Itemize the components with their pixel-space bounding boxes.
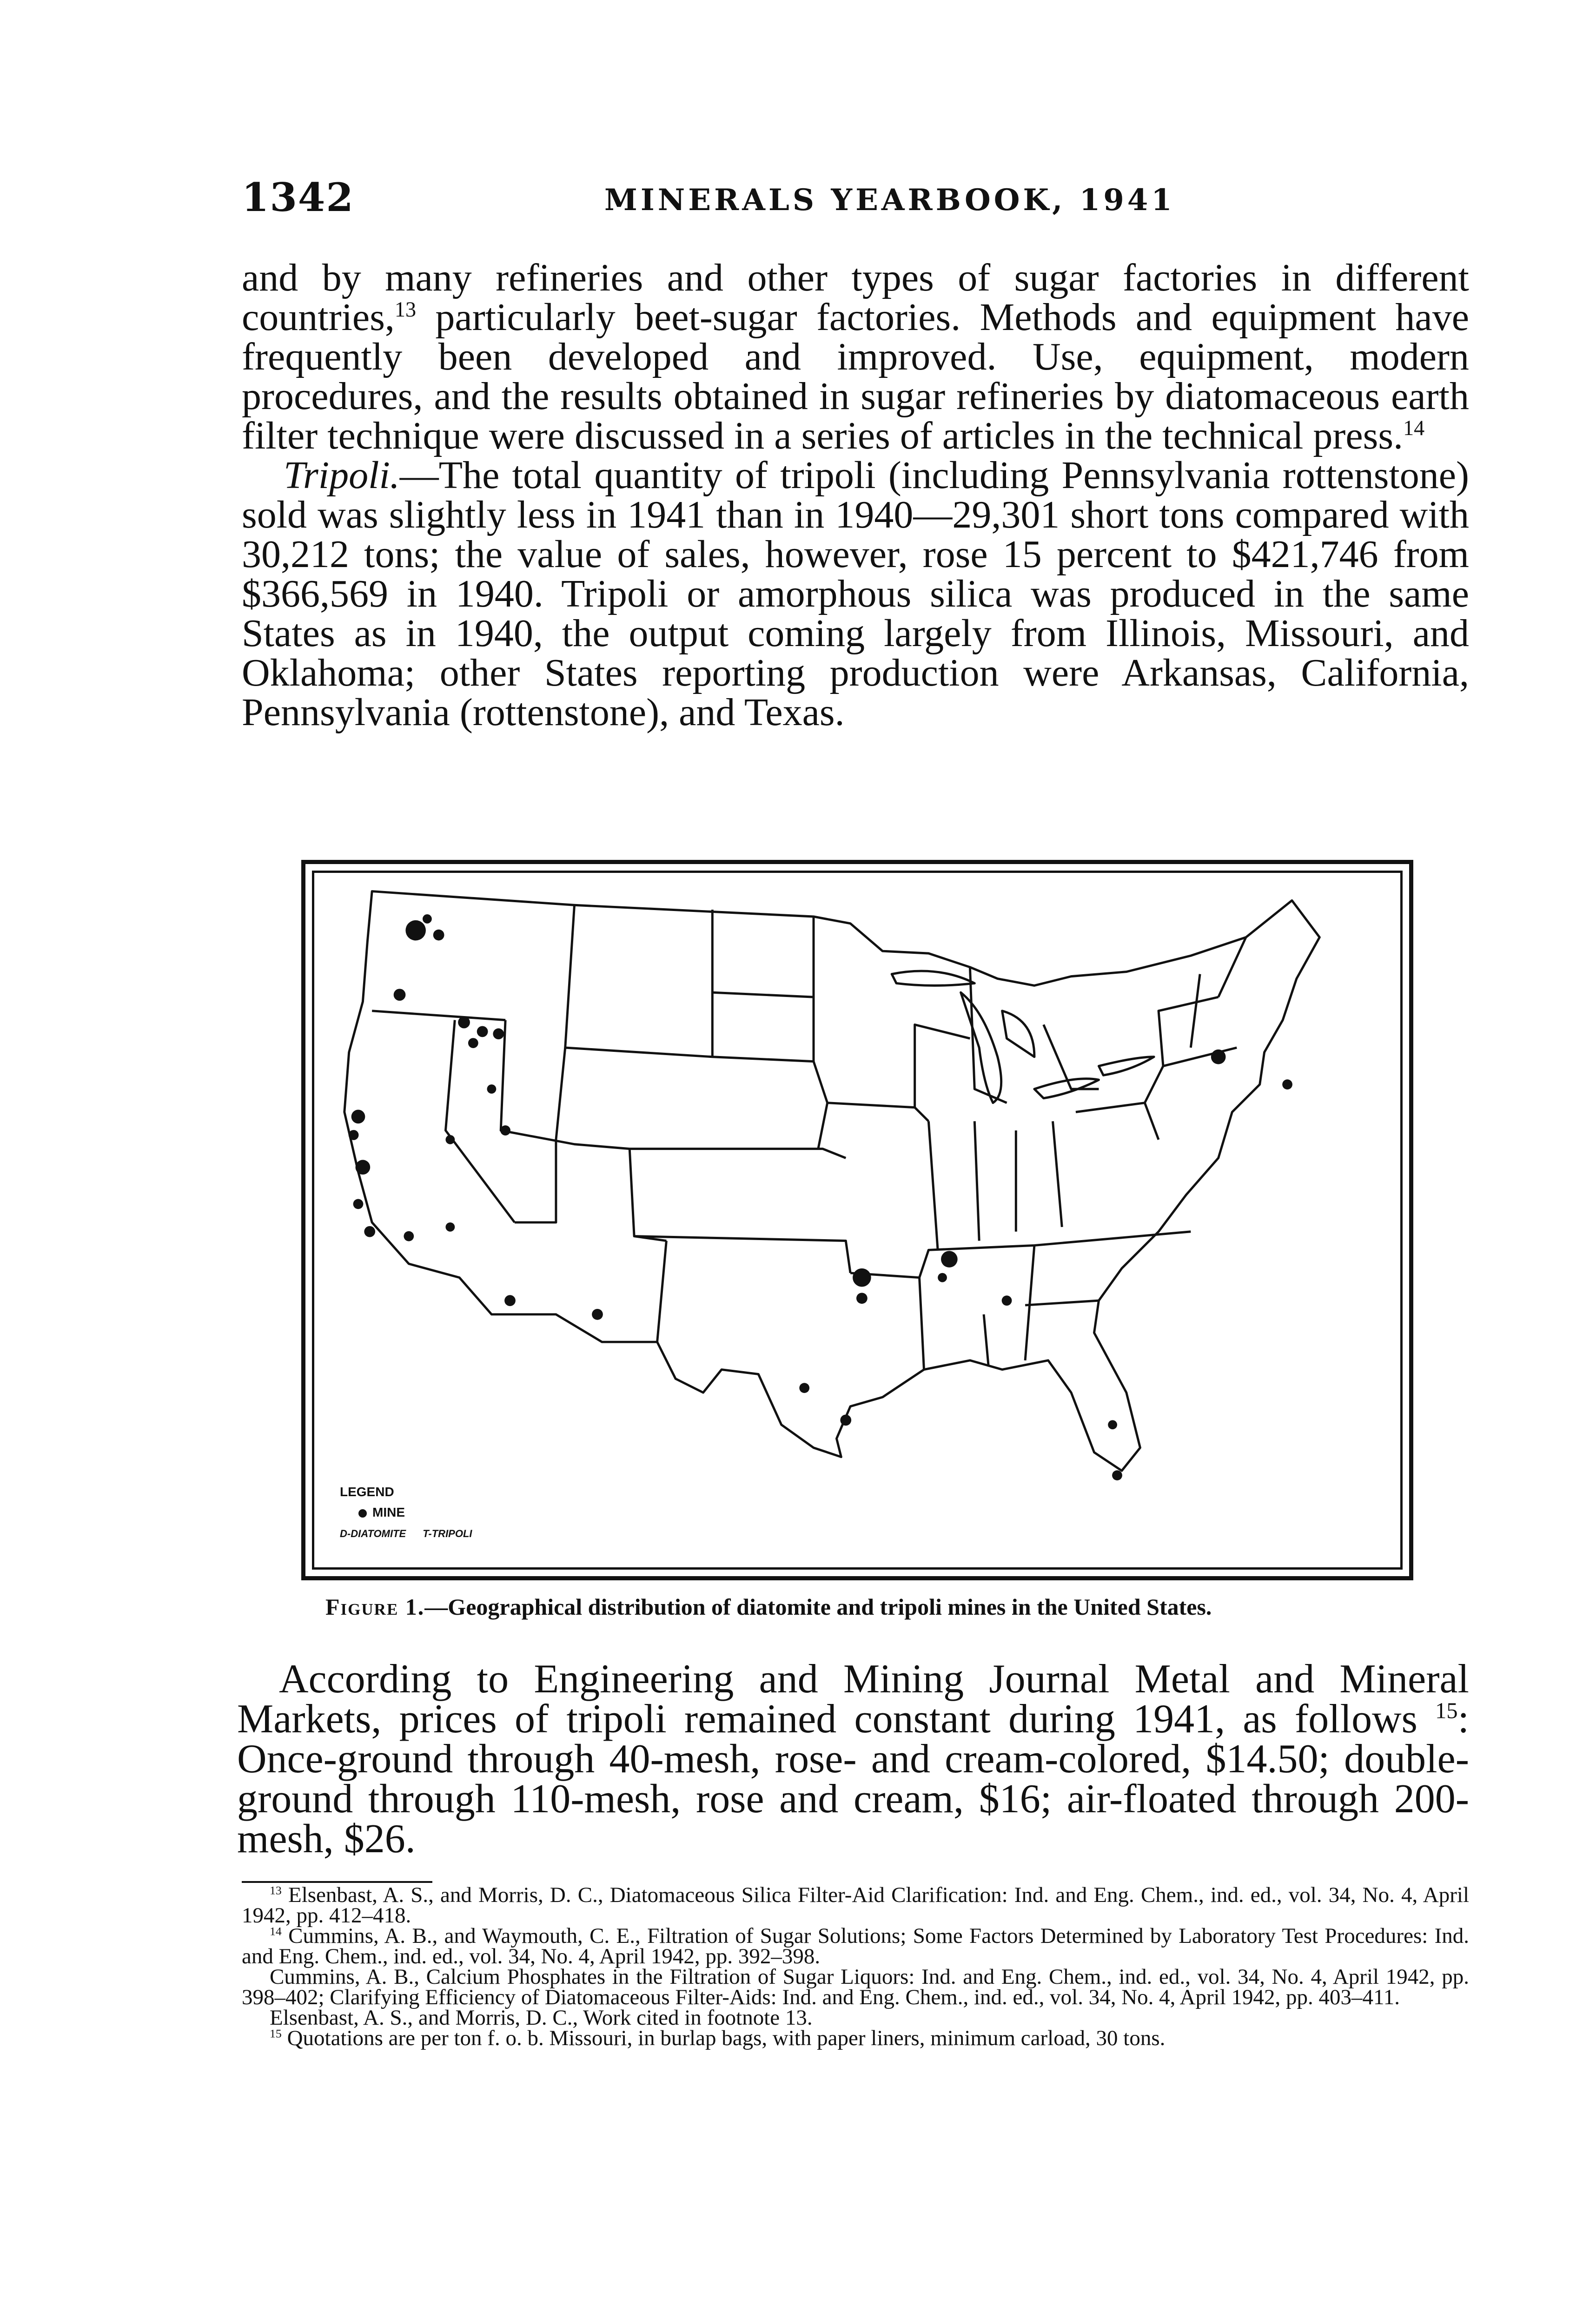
- mine-dot: [477, 1026, 488, 1037]
- paragraph-2-lead: Tripoli.: [284, 454, 400, 497]
- figure-map: [301, 860, 1413, 1580]
- mine-dot: [504, 1295, 516, 1306]
- paragraph-2-text: —The total quantity of tripoli (including Pennsylvania rottenstone) sold was slightly less in 1941 than in 1940—29,301 short tons compared with 30,212 tons; the value of sales, however, rose 15 percent to $421,746 from $366,569 in 1940. Tripoli or amorphous silica was produced in the same States as in 1940, the output coming largely from Illinois, Missouri, and Oklahoma; other States reporting production were Arkansas, California, Pennsylvania (rottenstone), and Texas.: [242, 454, 1469, 734]
- mine-dot: [351, 1110, 365, 1124]
- footnote-text: Cummins, A. B., and Waymouth, C. E., Filtration of Sugar Solutions; Some Factors Determined by Laboratory Test Procedures: Ind. and Eng. Chem., ind. ed., vol. 34, No. 4, April 1942, pp. 392–398.: [242, 1924, 1470, 1968]
- footnote-text: Cummins, A. B., Calcium Phosphates in the Filtration of Sugar Liquors: Ind. and Eng. Chem., ind. ed., vol. 34, No. 4, April 1942, pp. 398–402; Clarifying Efficiency of Diatomaceous Filter-Aids: Ind. and Eng. Chem., ind. ed., vol. 34, No. 4, April 1942, pp. 403–411.: [242, 1965, 1469, 2009]
- mine-dot: [1282, 1079, 1292, 1089]
- mine-dot: [423, 914, 432, 924]
- mine-dot: [840, 1415, 851, 1426]
- map-panel: [312, 871, 1403, 1570]
- mine-dot: [364, 1226, 375, 1237]
- mine-dot: [349, 1130, 359, 1140]
- us-outline: [344, 891, 1320, 1471]
- page-number: 1342: [242, 174, 354, 220]
- mine-dot: [433, 930, 444, 941]
- mine-dot: [487, 1084, 497, 1094]
- mine-dot: [405, 920, 426, 941]
- mine-dot: [404, 1231, 414, 1241]
- mine-dot: [1108, 1420, 1117, 1429]
- great-lakes: [892, 971, 1154, 1103]
- us-map: [314, 873, 1400, 1567]
- footnote-mark: 13: [270, 1883, 282, 1897]
- footnote: [242, 1885, 1469, 1926]
- footnote-ref-14: 14: [1403, 416, 1425, 440]
- mine-dot: [592, 1309, 603, 1320]
- mine-dot: [856, 1293, 868, 1304]
- mine-dot: [941, 1251, 958, 1268]
- footnotes: [242, 1885, 1469, 2048]
- footnote: [242, 1967, 1469, 2007]
- body-text: [242, 258, 1469, 732]
- mine-markers: [349, 914, 1292, 1480]
- legend-title: LEGEND: [340, 1485, 394, 1499]
- paragraph-3-text-b: : Once-ground through 40-mesh, rose- and cream-colored, $14.50; double-ground through 110-mesh, rose and cream, $16; air-floated through 200-mesh, $26.: [237, 1697, 1470, 1862]
- mine-dot-icon: [358, 1509, 367, 1518]
- mine-dot: [468, 1038, 478, 1048]
- figure-caption: [325, 1593, 1404, 1620]
- paragraph-1-text-b: particularly beet-sugar factories. Methods and equipment have frequently been developed and improved. Use, equipment, modern procedures, and the results obtained in sugar refineries by diatomaceous earth filter technique were discussed in a series of articles in the technical press.: [242, 296, 1469, 457]
- footnote-ref-15: 15: [1435, 1698, 1458, 1723]
- footnote-ref-13: 13: [394, 297, 417, 321]
- footnote-text: Elsenbast, A. S., and Morris, D. C., Work cited in footnote 13.: [270, 2006, 813, 2030]
- paragraph-3: [237, 1657, 1470, 1862]
- running-head: MINERALS YEARBOOK, 1941: [604, 183, 1175, 218]
- mine-dot: [445, 1135, 455, 1144]
- paragraph-1: [242, 258, 1469, 456]
- paragraph-2: [242, 456, 1469, 732]
- state-lines: [372, 905, 1246, 1369]
- figure-caption-label: Figure 1.: [325, 1594, 425, 1620]
- footnote: [242, 2007, 1469, 2028]
- paragraph-1-text-a: and by many refineries and other types of sugar factories in different countries,: [242, 256, 1469, 339]
- legend-diatomite: D-DIATOMITE: [340, 1528, 406, 1539]
- mine-dot: [1112, 1470, 1122, 1480]
- paragraph-3-text: According to Engineering and Mining Journal Metal and Mineral Markets, prices of tripoli remained constant during 1941, as follows: [237, 1657, 1469, 1742]
- mine-dot: [394, 989, 406, 1001]
- footnote-mark: 15: [270, 2027, 282, 2040]
- footnote-text: Quotations are per ton f. o. b. Missouri, in burlap bags, with paper liners, minimum carload, 30 tons.: [287, 2026, 1166, 2050]
- mine-dot: [853, 1268, 871, 1287]
- mine-dot: [500, 1125, 510, 1136]
- footnote: [242, 1926, 1469, 1967]
- footnote-text: Elsenbast, A. S., and Morris, D. C., Diatomaceous Silica Filter-Aid Clarification: Ind. and Eng. Chem., ind. ed., vol. 34, No. 4, April 1942, pp. 412–418.: [242, 1883, 1470, 1928]
- legend-mine: MINE: [372, 1505, 405, 1519]
- mine-dot: [458, 1017, 470, 1029]
- mine-dot: [1211, 1050, 1226, 1064]
- map-legend: [340, 1482, 489, 1544]
- mine-dot: [356, 1160, 371, 1175]
- legend-mine-row: [340, 1502, 489, 1523]
- legend-tripoli: T-TRIPOLI: [423, 1528, 472, 1539]
- legend-key-row: [340, 1523, 489, 1544]
- mine-dot: [353, 1199, 364, 1209]
- mine-dot: [799, 1383, 809, 1393]
- page-header: [242, 174, 1469, 225]
- mine-dot: [938, 1273, 947, 1282]
- mine-dot: [1002, 1295, 1012, 1306]
- mine-dot: [493, 1028, 504, 1039]
- figure-caption-text: —Geographical distribution of diatomite and tripoli mines in the United States.: [424, 1594, 1212, 1620]
- footnote: [242, 2028, 1469, 2048]
- mine-dot: [445, 1222, 455, 1232]
- footnote-mark: 14: [270, 1924, 282, 1938]
